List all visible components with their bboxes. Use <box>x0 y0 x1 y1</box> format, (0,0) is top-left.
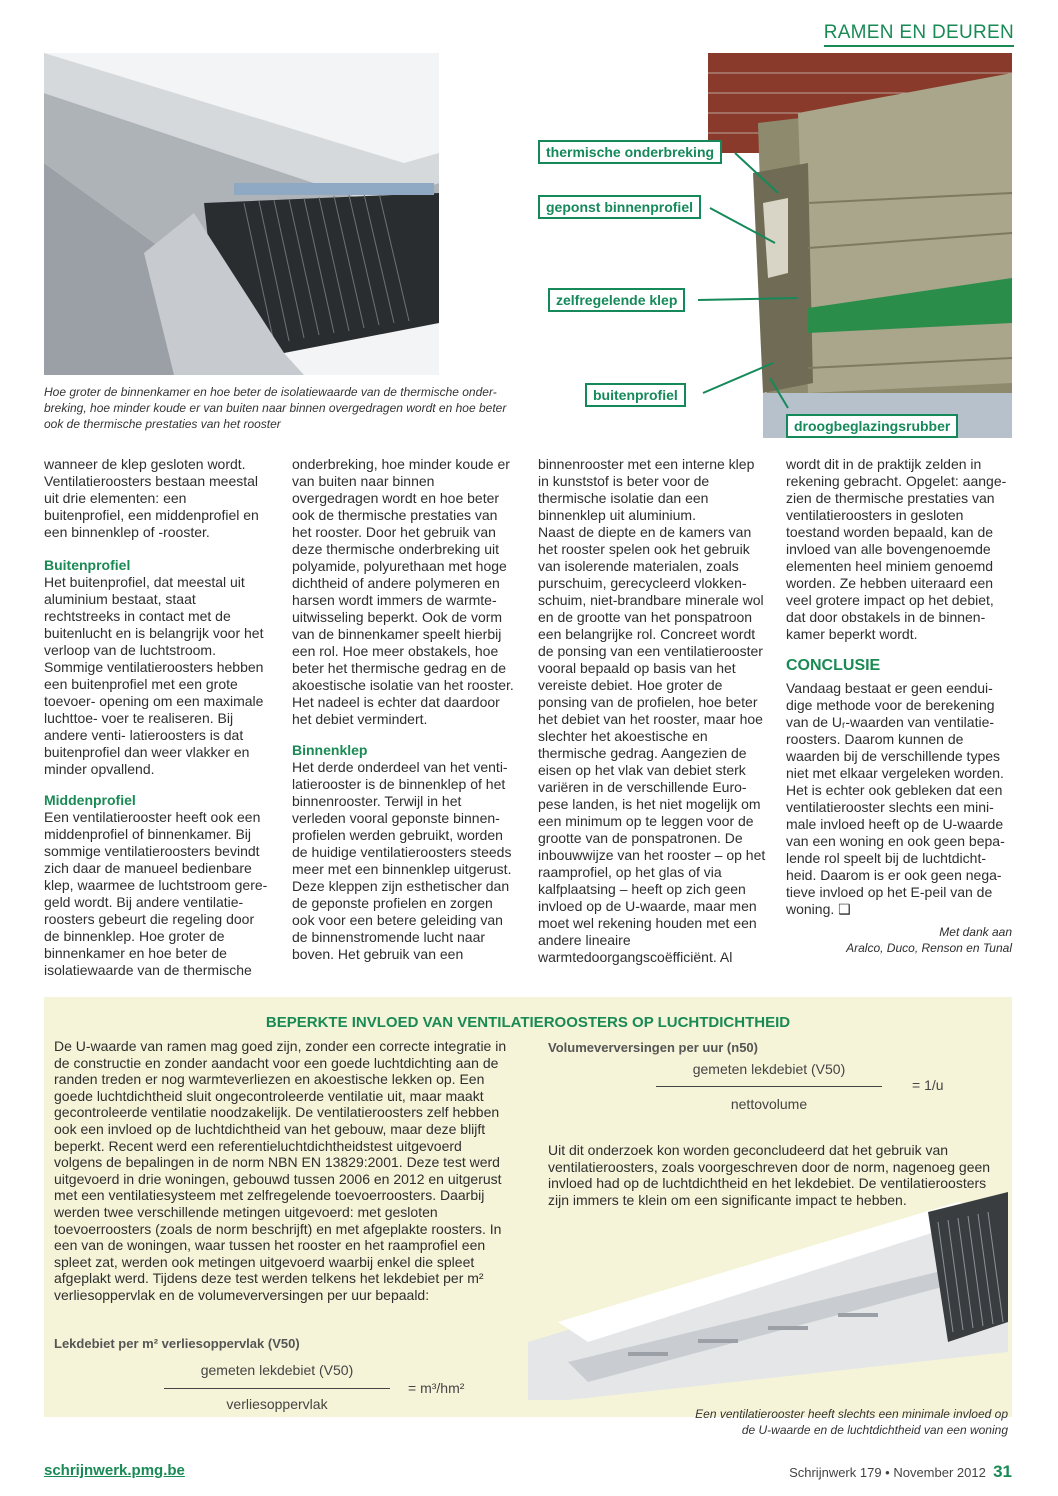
footer-issue-info <box>789 1462 1012 1482</box>
col4-paragraph: wordt dit in de praktijk zelden in rekening gebracht. Opgelet: aange- zien de thermische prestaties van ventilatieroosters in gesloten toestand worden bepaald, kan de invloed van alle bovengenoemde elementen heel miniem genoemd worden. Ze hebben uiteraard een veel grotere impact op het debiet, dat door obstakels in de binnen- kamer beperkt wordt. <box>786 456 1007 642</box>
thanks-line-1: Met dank aan <box>939 925 1012 939</box>
col3-paragraph: Naast de diepte en de kamers van het rooster spelen ook het gebruik van isolerende materialen, zoals purschuim, gerecycleerd vlokken- schuim, niet-brandbare minerale wol en de grootte van het ponspatroon een belangrijke rol. Concreet wordt de ponsing van een ventilatierooster vooral bepaald op basis van het vereiste debiet. Hoe groter de ponsing van de profielen, hoe beter het debiet van het rooster, maar hoe slechter het akoestische en thermische gedrag. Aangezien de eisen op het vlak van debiet sterk variëren in de verschillende Euro- pese landen, is het niet mogelijk om een minimum op te leggen voor de grootte van de ponspatronen. De inbouwwijze van het rooster – op het raamprofiel, op het glas of via kalfplaatsing – heeft op zich geen invloed op de U-waarde, maar men moet wel rekening houden met een andere lineaire warmtedoorgangscoëfficiënt. Al <box>538 524 766 965</box>
col1-paragraph: Een ventilatierooster heeft ook een middenprofiel of binnenkamer. Bij sommige ventilatieroosters bevindt zich daar de manueel bedienbare klep, waarmee de luchtstroom gere- geld wordt. Bij andere ventilatie- roosters gebeurt die regeling door de binnenklep. Hoe groter de binnenkamer en hoe beter de isolatiewaarde van de thermische <box>44 809 268 978</box>
column-2 <box>292 456 518 963</box>
formula-1-denominator: verliesoppervlak <box>226 1396 328 1412</box>
label-zelfregelende-klep: zelfregelende klep <box>548 288 685 312</box>
ventilation-profile-illustration <box>44 53 439 375</box>
formula-1-unit: = m³/hm² <box>408 1380 465 1396</box>
col3-paragraph: binnenrooster met een interne klep in kunststof is beter voor de thermische isolatie dan een binnenklep uit aluminium. <box>538 456 755 523</box>
column-4 <box>786 456 1012 956</box>
label-droogbeglazingsrubber: droogbeglazingsrubber <box>786 414 958 438</box>
heading-middenprofiel: Middenprofiel <box>44 792 136 808</box>
col2-paragraph: onderbreking, hoe minder koude er van buiten naar binnen overgedragen wordt en hoe beter ook de thermische prestaties van het rooster. Door het gebruik van deze thermische onderbreking uit polyamide, polyurethaan met hoge dichtheid of andere polymeren en harsen wordt immers de warmte- uitwisseling beperkt. Ook de vorm van de binnenkamer speelt hierbij een rol. Hoe meer obstakels, hoe beter het thermische gedrag en de akoestische isolatie van het rooster. Het nadeel is echter dat daardoor het debiet vermindert. <box>292 456 514 727</box>
formula-1-numerator: gemeten lekdebiet (V50) <box>200 1362 354 1378</box>
info-box-title: BEPERKTE INVLOED VAN VENTILATIEROOSTERS OP LUCHTDICHTHEID <box>265 1014 791 1031</box>
formula-1-fraction-line <box>164 1388 390 1389</box>
ventilation-grille-illustration <box>528 1192 1008 1400</box>
window-section-photo <box>538 53 1012 438</box>
box-photo-caption: Een ventilatierooster heeft slechts een minimale invloed op de U-waarde en de luchtdichtheid van een woning <box>695 1407 1008 1437</box>
thanks-line-2: Aralco, Duco, Renson en Tunal <box>846 941 1012 955</box>
col2-paragraph: Het derde onderdeel van het venti- latierooster is de binnenklep of het binnenrooster. Terwijl in het verleden vooral geponste binnen- profielen werden gebruikt, worden de huidige ventilatieroosters steeds meer met een binnenklep uitgerust. Deze kleppen zijn esthetischer dan de geponste profielen en zorgen ook voor een betere geleiding van de binnenstromende lucht naar boven. Het gebruik van een <box>292 759 512 962</box>
formula-2-fraction-line <box>656 1086 882 1087</box>
label-buitenprofiel: buitenprofiel <box>585 383 686 407</box>
col1-paragraph: Het buitenprofiel, dat meestal uit aluminium bestaat, staat rechtstreeks in contact met de buitenlucht en is belangrijk voor het verloop van de luchtstroom. Sommige ventilatieroosters hebben een buitenprofiel met een grote toevoer- opening om een maximale luchttoe- voer te realiseren. Bij andere venti- latieroosters is dat buitenprofiel dan weer vlakker en minder opvallend. <box>44 574 264 777</box>
formula-1-label: Lekdebiet per m² verliesoppervlak (V50) <box>54 1336 300 1351</box>
heading-binnenklep: Binnenklep <box>292 742 368 758</box>
heading-buitenprofiel: Buitenprofiel <box>44 557 131 573</box>
label-thermische-onderbreking: thermische onderbreking <box>538 140 722 164</box>
column-3 <box>538 456 766 966</box>
formula-2-label: Volumeverversingen per uur (n50) <box>548 1040 758 1055</box>
footer-issue: Schrijnwerk 179 • November 2012 <box>789 1465 986 1480</box>
col4-paragraph: Vandaag bestaat er geen eendui- dige methode voor de berekening van de Uᵣ-waarden van ventilatie- roosters. Daarom kunnen de waarden bij de verschillende types niet met elkaar vergeleken worden. Het is echter ook gebleken dat een ventilatierooster slechts een mini- male invloed heeft op de U-waarde van een woning en ook geen bepa- lende rol speelt bij de luchtdicht- heid. Daarom is er ook geen nega- tieve invloed op het E-peil van de woning. ❑ <box>786 680 1005 917</box>
thanks-note <box>786 924 1012 956</box>
info-box-conclusion: Uit dit onderzoek kon worden geconcludeerd dat het gebruik van ventilatieroosters, zoals voorgeschreven door de norm, nagenoeg geen invloed had op de luchtdichtheid en het lekdebiet. De ventilatieroosters zijn immers te klein om een significante impact te hebben. <box>548 1142 991 1208</box>
section-title: RAMEN EN DEUREN <box>824 22 1014 47</box>
window-section-illustration <box>538 53 1012 438</box>
ventilation-grille-photo <box>528 1192 1008 1400</box>
heading-conclusie: CONCLUSIE <box>786 657 881 674</box>
top-photo-caption: Hoe groter de binnenkamer en hoe beter de isolatiewaarde van de thermische onder- breking, hoe minder koude er van buiten naar binnen overgedragen wordt en hoe beter ook de thermische prestaties van het rooster <box>44 385 507 431</box>
label-geponst-binnenprofiel: geponst binnenprofiel <box>538 195 701 219</box>
formula-2-unit: = 1/u <box>912 1077 944 1093</box>
footer-website-link[interactable]: schrijnwerk.pmg.be <box>44 1462 185 1479</box>
col1-paragraph: wanneer de klep gesloten wordt. Ventilatieroosters bestaan meestal uit drie elementen: een buitenprofiel, een middenprofiel en een binnenklep of -rooster. <box>44 456 259 540</box>
column-1 <box>44 456 270 979</box>
info-box-text: De U-waarde van ramen mag goed zijn, zonder een correcte integratie in de constructie en zonder aandacht voor een goede luchtdichting aan de randen treden er nog warmteverliezen en akoestische lekken op. Een goede luchtdichtheid sluit ongecontroleerde ventilatie uit, maar maakt gecontroleerde ventilatie noodzakelijk. De ventilatieroosters zelf hebben ook een invloed op de luchtdichtheid van het gebouw, maar deze blijft beperkt. Recent werd een referentieluchtdichtheidstest uitgevoerd volgens de bepalingen in de norm NBN EN 13829:2001. Deze test werd uitgevoerd in drie woningen, gebouwd tussen 2006 en 2012 en uitgerust met een ventilatiesysteem met zelfregelende toevoerroosters. Daarbij werden twee verschillende metingen uitgevoerd: met gesloten toevoerroosters (zoals de norm beschrijft) en met afgeplakte roosters. In een van de woningen, waar tussen het rooster en het raamprofiel een spleet zat, werden ook metingen uitgevoerd waarbij enkel die spleet afgeplakt werd. Tijdens deze test werden telkens het lekdebiet per m² verliesoppervlak en de volumeverversingen per uur bepaald: <box>54 1038 507 1303</box>
formula-2-denominator: nettovolume <box>730 1096 808 1112</box>
formula-2-numerator: gemeten lekdebiet (V50) <box>692 1061 846 1077</box>
window-profile-photo <box>44 53 439 375</box>
page-number: 31 <box>993 1462 1012 1481</box>
